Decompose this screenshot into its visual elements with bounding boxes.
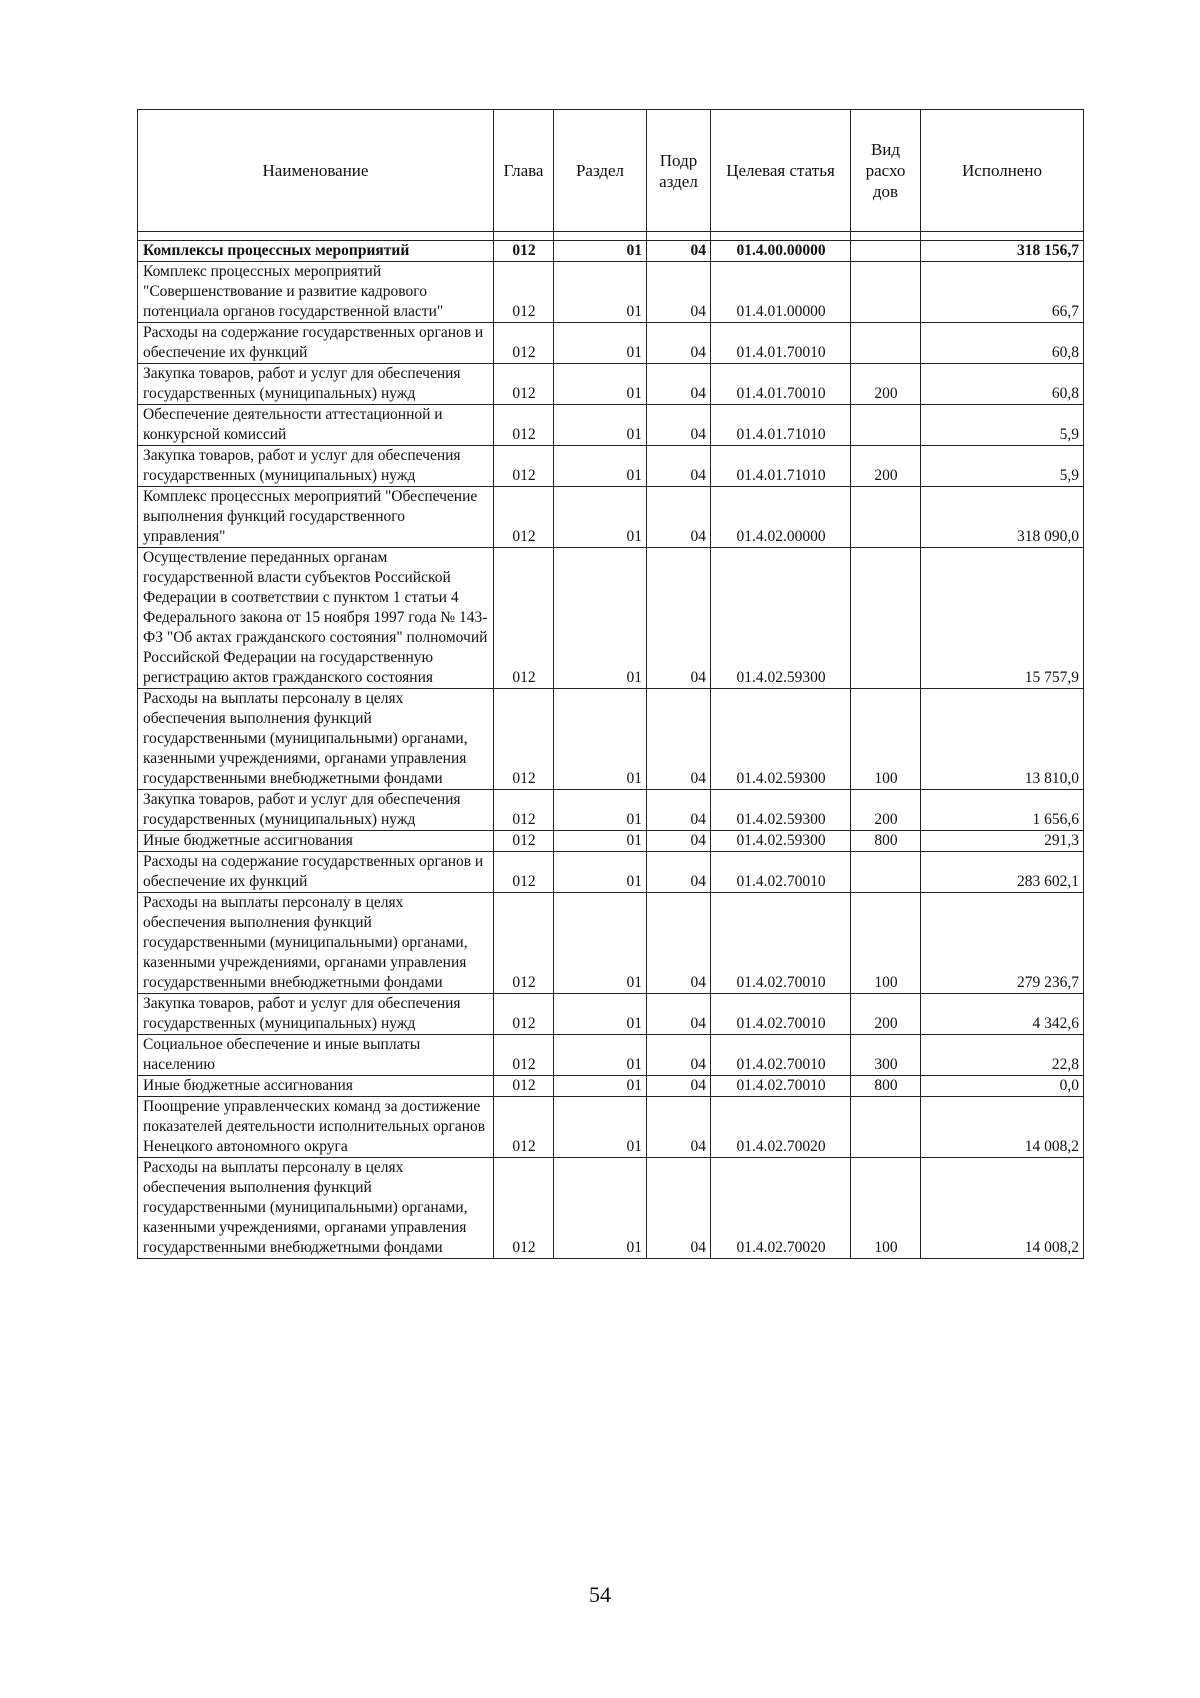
row-section-cell: 01 [554, 790, 647, 831]
row-name-cell: Расходы на содержание государственных органов и обеспечение их функций [138, 323, 494, 364]
row-expense-type-cell: 100 [851, 689, 921, 790]
row-name-cell: Закупка товаров, работ и услуг для обеспечения государственных (муниципальных) нужд [138, 994, 494, 1035]
row-section-cell: 01 [554, 689, 647, 790]
row-executed-cell: 5,9 [921, 405, 1084, 446]
row-expense-type-cell: 800 [851, 1076, 921, 1097]
row-name-cell: Иные бюджетные ассигнования [138, 831, 494, 852]
row-name-cell: Расходы на выплаты персоналу в целях обеспечения выполнения функций государственными (муниципальными) органами, казенными учреждениями, органами управления государственными внебюджетными фондами [138, 893, 494, 994]
row-subsection-cell: 04 [647, 241, 711, 262]
header-target-article: Целевая статья [711, 110, 851, 232]
row-expense-type-cell: 300 [851, 1035, 921, 1076]
row-subsection-cell: 04 [647, 487, 711, 548]
table-row [138, 241, 1084, 262]
page-number: 54 [589, 1582, 611, 1607]
row-executed-cell: 15 757,9 [921, 548, 1084, 689]
row-section-cell: 01 [554, 323, 647, 364]
row-chapter-cell: 012 [494, 262, 554, 323]
table-header-row [138, 110, 1084, 232]
row-expense-type-cell [851, 262, 921, 323]
row-expense-type-cell: 200 [851, 994, 921, 1035]
row-section-cell: 01 [554, 1076, 647, 1097]
row-target-cell: 01.4.02.00000 [711, 487, 851, 548]
row-chapter-cell: 012 [494, 364, 554, 405]
row-chapter-cell: 012 [494, 831, 554, 852]
row-target-cell: 01.4.01.70010 [711, 364, 851, 405]
row-name-cell: Поощрение управленческих команд за достижение показателей деятельности исполнительных органов Ненецкого автономного округа [138, 1097, 494, 1158]
row-name-cell: Комплекс процессных мероприятий "Совершенствование и развитие кадрового потенциала органов государственной власти" [138, 262, 494, 323]
row-subsection-cell: 04 [647, 1035, 711, 1076]
row-section-cell: 01 [554, 364, 647, 405]
row-section-cell: 01 [554, 405, 647, 446]
row-subsection-cell: 04 [647, 790, 711, 831]
row-target-cell: 01.4.02.70010 [711, 994, 851, 1035]
row-name-cell: Закупка товаров, работ и услуг для обеспечения государственных (муниципальных) нужд [138, 790, 494, 831]
row-chapter-cell: 012 [494, 487, 554, 548]
row-target-cell: 01.4.01.71010 [711, 405, 851, 446]
row-chapter-cell: 012 [494, 241, 554, 262]
row-expense-type-cell [851, 548, 921, 689]
row-chapter-cell: 012 [494, 994, 554, 1035]
row-target-cell: 01.4.02.59300 [711, 689, 851, 790]
row-section-cell: 01 [554, 893, 647, 994]
row-executed-cell: 318 156,7 [921, 241, 1084, 262]
table-body [138, 241, 1084, 1259]
header-gap-row [138, 232, 1084, 241]
row-chapter-cell: 012 [494, 852, 554, 893]
row-target-cell: 01.4.02.70010 [711, 1035, 851, 1076]
row-executed-cell: 1 656,6 [921, 790, 1084, 831]
row-executed-cell: 291,3 [921, 831, 1084, 852]
row-section-cell: 01 [554, 1035, 647, 1076]
row-subsection-cell: 04 [647, 1097, 711, 1158]
row-name-cell: Закупка товаров, работ и услуг для обеспечения государственных (муниципальных) нужд [138, 446, 494, 487]
row-expense-type-cell [851, 405, 921, 446]
row-executed-cell: 14 008,2 [921, 1097, 1084, 1158]
row-name-cell: Социальное обеспечение и иные выплаты населению [138, 1035, 494, 1076]
row-expense-type-cell [851, 487, 921, 548]
row-target-cell: 01.4.02.70020 [711, 1097, 851, 1158]
row-name-cell: Расходы на выплаты персоналу в целях обеспечения выполнения функций государственными (муниципальными) органами, казенными учреждениями, органами управления государственными внебюджетными фондами [138, 1158, 494, 1259]
row-section-cell: 01 [554, 1097, 647, 1158]
row-name-cell: Расходы на выплаты персоналу в целях обеспечения выполнения функций государственными (муниципальными) органами, казенными учреждениями, органами управления государственными внебюджетными фондами [138, 689, 494, 790]
row-subsection-cell: 04 [647, 689, 711, 790]
row-expense-type-cell: 100 [851, 1158, 921, 1259]
row-executed-cell: 0,0 [921, 1076, 1084, 1097]
row-executed-cell: 4 342,6 [921, 994, 1084, 1035]
row-expense-type-cell [851, 323, 921, 364]
header-executed: Исполнено [921, 110, 1084, 232]
row-executed-cell: 318 090,0 [921, 487, 1084, 548]
table-row [138, 446, 1084, 487]
table-row [138, 1035, 1084, 1076]
row-expense-type-cell: 200 [851, 446, 921, 487]
table-row [138, 831, 1084, 852]
table-row [138, 364, 1084, 405]
row-chapter-cell: 012 [494, 1076, 554, 1097]
row-chapter-cell: 012 [494, 548, 554, 689]
row-name-cell: Закупка товаров, работ и услуг для обеспечения государственных (муниципальных) нужд [138, 364, 494, 405]
row-target-cell: 01.4.01.00000 [711, 262, 851, 323]
row-expense-type-cell: 200 [851, 364, 921, 405]
row-section-cell: 01 [554, 241, 647, 262]
row-target-cell: 01.4.02.59300 [711, 790, 851, 831]
row-executed-cell: 60,8 [921, 323, 1084, 364]
table-row [138, 262, 1084, 323]
row-name-cell: Осуществление переданных органам государственной власти субъектов Российской Федерации в соответствии с пунктом 1 статьи 4 Федерального закона от 15 ноября 1997 года № 143-ФЗ "Об актах гражданского состояния" полномочий Российской Федерации на государственную регистрацию актов гражданского состояния [138, 548, 494, 689]
row-executed-cell: 60,8 [921, 364, 1084, 405]
row-chapter-cell: 012 [494, 689, 554, 790]
row-subsection-cell: 04 [647, 405, 711, 446]
header-chapter: Глава [494, 110, 554, 232]
row-chapter-cell: 012 [494, 1158, 554, 1259]
row-subsection-cell: 04 [647, 262, 711, 323]
header-subsection: Подр аздел [647, 110, 711, 232]
row-name-cell: Комплексы процессных мероприятий [138, 241, 494, 262]
header-section: Раздел [554, 110, 647, 232]
row-target-cell: 01.4.01.71010 [711, 446, 851, 487]
row-name-cell: Иные бюджетные ассигнования [138, 1076, 494, 1097]
table-row [138, 323, 1084, 364]
row-subsection-cell: 04 [647, 893, 711, 994]
table-row [138, 405, 1084, 446]
row-subsection-cell: 04 [647, 852, 711, 893]
row-chapter-cell: 012 [494, 323, 554, 364]
row-name-cell: Расходы на содержание государственных органов и обеспечение их функций [138, 852, 494, 893]
row-target-cell: 01.4.02.59300 [711, 548, 851, 689]
table-row [138, 487, 1084, 548]
table-row [138, 790, 1084, 831]
row-section-cell: 01 [554, 994, 647, 1035]
row-subsection-cell: 04 [647, 1158, 711, 1259]
row-chapter-cell: 012 [494, 1035, 554, 1076]
row-section-cell: 01 [554, 548, 647, 689]
row-executed-cell: 14 008,2 [921, 1158, 1084, 1259]
row-target-cell: 01.4.02.59300 [711, 831, 851, 852]
row-target-cell: 01.4.02.70010 [711, 852, 851, 893]
row-section-cell: 01 [554, 831, 647, 852]
row-target-cell: 01.4.02.70010 [711, 893, 851, 994]
budget-execution-table [137, 109, 1084, 1259]
row-subsection-cell: 04 [647, 831, 711, 852]
header-expense-type: Вид расхо дов [851, 110, 921, 232]
row-target-cell: 01.4.02.70020 [711, 1158, 851, 1259]
row-expense-type-cell [851, 1097, 921, 1158]
row-executed-cell: 5,9 [921, 446, 1084, 487]
row-section-cell: 01 [554, 262, 647, 323]
row-executed-cell: 283 602,1 [921, 852, 1084, 893]
row-subsection-cell: 04 [647, 446, 711, 487]
row-executed-cell: 66,7 [921, 262, 1084, 323]
row-chapter-cell: 012 [494, 893, 554, 994]
row-expense-type-cell: 200 [851, 790, 921, 831]
row-expense-type-cell: 100 [851, 893, 921, 994]
table-row [138, 1076, 1084, 1097]
table-row [138, 852, 1084, 893]
row-target-cell: 01.4.00.00000 [711, 241, 851, 262]
row-expense-type-cell [851, 852, 921, 893]
row-subsection-cell: 04 [647, 364, 711, 405]
row-subsection-cell: 04 [647, 994, 711, 1035]
row-target-cell: 01.4.01.70010 [711, 323, 851, 364]
row-name-cell: Комплекс процессных мероприятий "Обеспечение выполнения функций государственного управления" [138, 487, 494, 548]
row-section-cell: 01 [554, 487, 647, 548]
row-chapter-cell: 012 [494, 790, 554, 831]
row-chapter-cell: 012 [494, 405, 554, 446]
table-row [138, 1097, 1084, 1158]
table-row [138, 893, 1084, 994]
row-target-cell: 01.4.02.70010 [711, 1076, 851, 1097]
row-executed-cell: 22,8 [921, 1035, 1084, 1076]
table-row [138, 1158, 1084, 1259]
row-section-cell: 01 [554, 1158, 647, 1259]
table-row [138, 689, 1084, 790]
row-subsection-cell: 04 [647, 323, 711, 364]
row-executed-cell: 13 810,0 [921, 689, 1084, 790]
header-name: Наименование [138, 110, 494, 232]
row-subsection-cell: 04 [647, 548, 711, 689]
table-row [138, 548, 1084, 689]
row-expense-type-cell: 800 [851, 831, 921, 852]
row-section-cell: 01 [554, 852, 647, 893]
row-section-cell: 01 [554, 446, 647, 487]
row-expense-type-cell [851, 241, 921, 262]
row-executed-cell: 279 236,7 [921, 893, 1084, 994]
row-subsection-cell: 04 [647, 1076, 711, 1097]
row-chapter-cell: 012 [494, 1097, 554, 1158]
row-name-cell: Обеспечение деятельности аттестационной и конкурсной комиссий [138, 405, 494, 446]
row-chapter-cell: 012 [494, 446, 554, 487]
table-row [138, 994, 1084, 1035]
